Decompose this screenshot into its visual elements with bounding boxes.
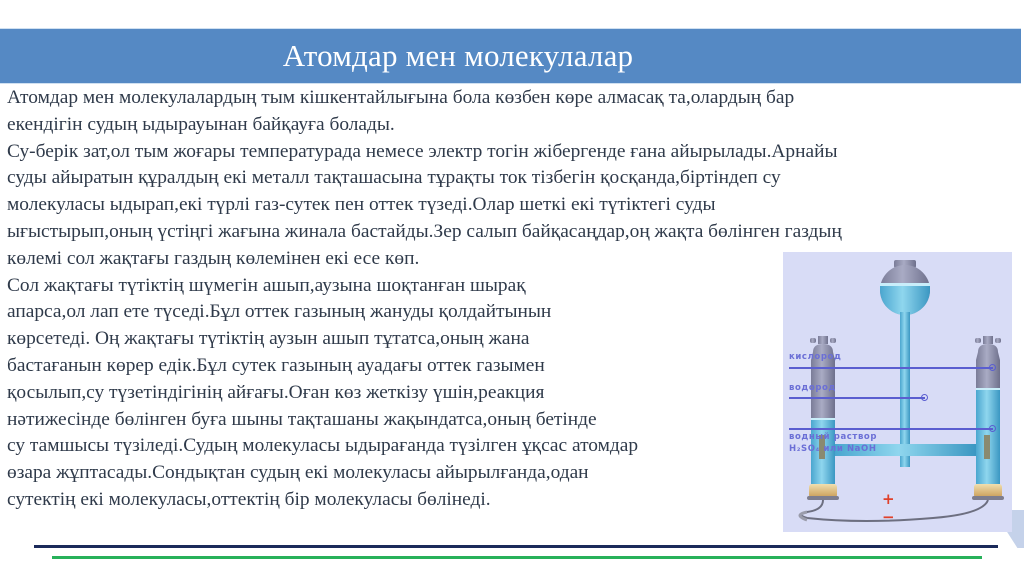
body-line: су тамшысы түзіледі.Судың молекуласы ыдырағанда түзілген ұқсас атомдар xyxy=(7,435,639,457)
hydrogen-pointer-line xyxy=(789,397,925,399)
hydrogen-pointer-dot xyxy=(921,394,928,401)
solution-pointer-dot xyxy=(989,425,996,432)
body-line: сутектің екі молекуласы,оттектің бір молекуласы бөлінеді. xyxy=(7,488,491,510)
body-line: суды айыратын құралдың екі металл тақташасына тұрақты ток тізбегін қосқанда,біртіндеп су xyxy=(7,167,781,189)
minus-icon: − xyxy=(882,508,895,526)
label-oxygen: кислород xyxy=(789,352,842,362)
body-line: көрсетеді. Оң жақтағы түтіктің аузын ашып тұтатса,оның жана xyxy=(7,328,530,350)
label-solution: водный раствор xyxy=(789,432,878,442)
body-line: Сол жақтағы түтіктің шүмегін ашып,аузына шоқтанған шырақ xyxy=(7,274,526,296)
label-solution-formula: H₂SO₄ или NaOH xyxy=(789,444,877,454)
body-line: екендігін судың ыдырауынан байқауға болады. xyxy=(7,113,395,135)
divider-green xyxy=(52,556,982,559)
electrolysis-figure xyxy=(783,252,1012,532)
body-line: нәтижесінде бөлінген буға шыны тақташаны жақындатса,оның бетінде xyxy=(7,408,597,430)
oxygen-pointer-line xyxy=(789,367,993,369)
title-band xyxy=(0,28,1021,84)
body-line: молекуласы ыдырап,екі түрлі газ-сутек пен оттек түзеді.Олар шеткі екі түтіктегі суды xyxy=(7,194,716,216)
body-line: өзара жұптасады.Сондықтан судың екі молекуласы айырылғанда,одан xyxy=(7,462,589,484)
body-line: ығыстырып,оның үстіңгі жағына жинала бастайды.Зер салып байқасаңдар,оң жақта бөлінген газдың xyxy=(7,220,842,242)
body-line: Атомдар мен молекулалардың тым кішкентайлығына бола көзбен көре алмасақ та,олардың бар xyxy=(7,87,795,108)
plus-icon: + xyxy=(882,490,895,508)
oxygen-pointer-dot xyxy=(989,364,996,371)
body-line: апарса,ол лап ете түседі.Бұл оттек газының жануды қолдайтынын xyxy=(7,301,552,323)
divider-dark xyxy=(34,545,998,548)
body-line: Су-берік зат,ол тым жоғары температурада немесе электр тогін жібергенде ғана айырылады.Арнайы xyxy=(7,140,838,162)
slide-title: Атомдар мен молекулалар xyxy=(282,38,634,73)
body-line: бастағанын көрер едік.Бұл сутек газының ауадағы оттек газымен xyxy=(7,354,545,376)
label-hydrogen: водород xyxy=(789,383,836,393)
solution-pointer-line xyxy=(789,428,993,430)
body-line: қосылып,су түзетіндігінің айғағы.Оған көз жеткізу үшін,реакция xyxy=(7,381,545,403)
body-line: көлемі сол жақтағы газдың көлемінен екі есе көп. xyxy=(7,247,420,269)
